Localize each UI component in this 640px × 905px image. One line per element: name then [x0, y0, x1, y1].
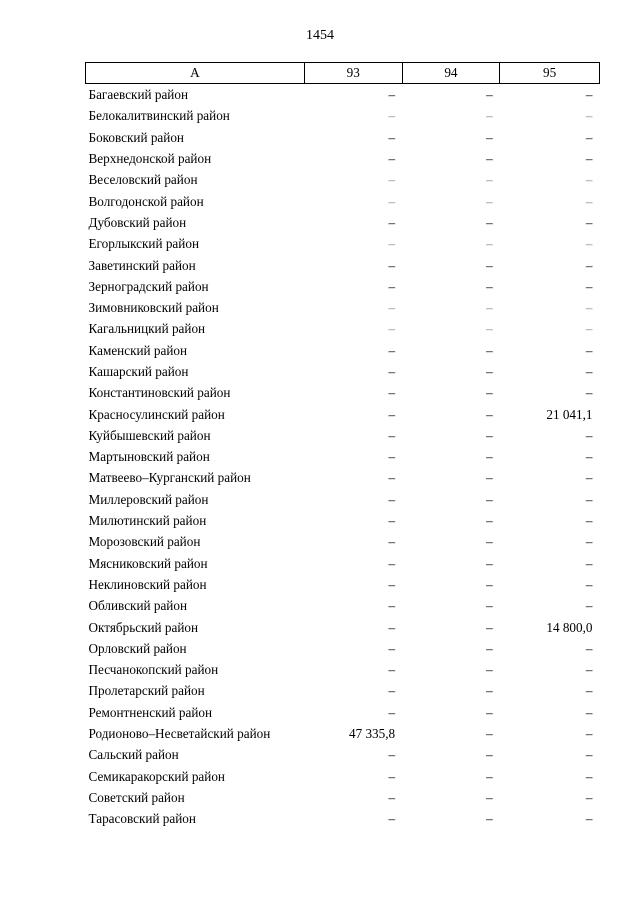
value-95-cell: –: [585, 129, 593, 145]
value-94-cell: –: [486, 427, 493, 443]
table-row: [86, 766, 600, 787]
table-row: [86, 723, 600, 744]
district-name-cell: Обливский район: [88, 598, 188, 614]
value-95-cell: –: [585, 364, 593, 379]
value-95-cell: –: [585, 385, 593, 401]
value-95-cell: –: [585, 470, 593, 486]
table-row: [86, 510, 600, 531]
table-row: [86, 446, 600, 467]
district-name-cell: Волгодонской район: [88, 193, 204, 209]
table-row: [86, 489, 600, 510]
value-94-cell: –: [486, 342, 493, 358]
value-94-cell: –: [486, 257, 493, 273]
table-row: [86, 531, 600, 552]
value-93-cell: –: [388, 257, 396, 273]
value-93-cell: –: [388, 449, 396, 465]
value-94-cell: –: [486, 683, 493, 699]
district-name-cell: Зерноградский район: [88, 278, 209, 294]
column-header-a: А: [86, 63, 305, 84]
column-header-94: 94: [402, 63, 500, 84]
value-95-cell: –: [585, 683, 593, 699]
table-row: [86, 276, 600, 297]
value-94-cell: –: [486, 747, 493, 763]
district-name-cell: Багаевский район: [88, 87, 189, 103]
value-94-cell: –: [486, 576, 493, 592]
value-93-cell: –: [388, 789, 396, 805]
district-name-cell: Куйбышевский район: [88, 427, 211, 443]
value-95-cell: –: [585, 449, 593, 465]
table-row: [86, 212, 600, 233]
value-93-cell: –: [388, 172, 396, 188]
district-name-cell: Веселовский район: [88, 172, 198, 188]
district-name-cell: Советский район: [88, 789, 185, 805]
district-name-cell: Родионово–Несветайский район: [88, 726, 271, 742]
value-93-cell: –: [388, 364, 396, 379]
value-95-cell: –: [585, 491, 593, 507]
value-93-cell: –: [388, 555, 396, 571]
value-93-cell: –: [388, 108, 396, 124]
value-95-cell: –: [585, 534, 593, 550]
value-95-cell: –: [585, 726, 593, 742]
district-name-cell: Мясниковский район: [88, 555, 208, 571]
table-row: [86, 787, 600, 808]
district-name-cell: Тарасовский район: [88, 811, 196, 827]
district-name-cell: Ремонтненский район: [88, 704, 213, 720]
value-95-cell: –: [585, 640, 593, 656]
value-93-cell: –: [388, 300, 396, 316]
table-row: [86, 361, 600, 382]
district-name-cell: Верхнедонской район: [88, 151, 212, 167]
value-95-cell: –: [585, 108, 593, 124]
value-94-cell: –: [486, 193, 493, 209]
value-93-cell: –: [388, 427, 396, 443]
value-95-cell: –: [585, 427, 593, 443]
value-93-cell: –: [388, 768, 396, 784]
table-row: [86, 403, 600, 424]
district-name-cell: Семикаракорский район: [88, 768, 225, 784]
value-95-cell: –: [585, 236, 593, 252]
value-93-cell: –: [388, 470, 396, 486]
value-95-cell: –: [585, 278, 593, 294]
value-93-cell: –: [388, 619, 396, 635]
table-row: [86, 744, 600, 765]
district-table: [85, 62, 600, 829]
value-95-cell: 14 800,0: [546, 619, 593, 635]
value-94-cell: –: [486, 768, 493, 784]
table-row: [86, 680, 600, 701]
table-row: [86, 659, 600, 680]
district-name-cell: Егорлыкский район: [88, 236, 199, 252]
column-header-93: 93: [304, 63, 402, 84]
value-94-cell: –: [486, 704, 493, 720]
value-95-cell: –: [585, 172, 593, 188]
district-name-cell: Боковский район: [88, 129, 184, 145]
value-93-cell: 47 335,8: [348, 726, 396, 742]
district-name-cell: Миллеровский район: [88, 491, 209, 507]
district-name-cell: Октябрьский район: [88, 619, 199, 635]
table-row: [86, 148, 600, 169]
value-94-cell: –: [486, 278, 493, 294]
value-93-cell: –: [388, 576, 396, 592]
district-name-cell: Неклиновский район: [88, 576, 207, 592]
value-94-cell: –: [486, 151, 493, 167]
district-name-cell: Мартыновский район: [88, 449, 210, 465]
value-95-cell: –: [585, 257, 593, 273]
table-row: [86, 702, 600, 723]
table-body: [86, 84, 600, 830]
district-name-cell: Кагальницкий район: [88, 321, 206, 337]
value-95-cell: –: [585, 513, 593, 529]
value-93-cell: –: [388, 704, 396, 720]
value-93-cell: –: [388, 534, 396, 550]
value-94-cell: –: [486, 321, 493, 337]
value-93-cell: –: [388, 214, 396, 230]
value-94-cell: –: [486, 640, 493, 656]
value-93-cell: –: [388, 640, 396, 656]
value-93-cell: –: [388, 662, 396, 678]
district-name-cell: Сальский район: [88, 747, 179, 763]
table-header: [86, 63, 600, 84]
district-name-cell: Милютинский район: [88, 513, 207, 529]
value-95-cell: –: [585, 321, 593, 337]
district-name-cell: Красносулинский район: [88, 406, 225, 422]
table-row: [86, 574, 600, 595]
value-95-cell: –: [585, 300, 593, 316]
table-row: [86, 340, 600, 361]
table-row: [86, 84, 600, 106]
value-94-cell: –: [486, 449, 493, 465]
value-93-cell: –: [388, 151, 396, 167]
value-93-cell: –: [388, 87, 396, 103]
value-94-cell: –: [486, 491, 493, 507]
table-row: [86, 616, 600, 637]
value-93-cell: –: [388, 342, 396, 358]
value-94-cell: –: [486, 300, 493, 316]
district-name-cell: Морозовский район: [88, 534, 201, 550]
value-93-cell: –: [388, 385, 396, 401]
page-number: 1454: [306, 28, 334, 43]
value-94-cell: –: [486, 726, 493, 742]
value-95-cell: –: [585, 598, 593, 614]
value-95-cell: –: [585, 576, 593, 592]
value-94-cell: –: [486, 129, 493, 145]
value-94-cell: –: [486, 470, 493, 486]
value-95-cell: –: [585, 789, 593, 805]
value-94-cell: –: [486, 406, 493, 422]
value-94-cell: –: [486, 172, 493, 188]
district-name-cell: Каменский район: [88, 342, 188, 358]
value-95-cell: –: [585, 342, 593, 358]
value-94-cell: –: [486, 108, 493, 124]
value-94-cell: –: [486, 662, 493, 678]
value-95-cell: –: [585, 87, 593, 103]
value-95-cell: –: [585, 704, 593, 720]
table-row: [86, 638, 600, 659]
table-row: [86, 297, 600, 318]
table-row: [86, 254, 600, 275]
value-94-cell: –: [486, 236, 493, 252]
value-94-cell: –: [486, 87, 493, 103]
value-95-cell: –: [585, 214, 593, 230]
value-95-cell: –: [585, 811, 593, 827]
value-93-cell: –: [388, 406, 396, 422]
value-94-cell: –: [486, 534, 493, 550]
value-95-cell: –: [585, 747, 593, 763]
value-94-cell: –: [486, 811, 493, 827]
value-93-cell: –: [388, 129, 396, 145]
table-row: [86, 169, 600, 190]
value-94-cell: –: [486, 789, 493, 805]
value-93-cell: –: [388, 321, 396, 337]
district-name-cell: Песчанокопский район: [88, 662, 219, 678]
table-row: [86, 595, 600, 616]
value-94-cell: –: [486, 598, 493, 614]
value-95-cell: –: [585, 662, 593, 678]
value-94-cell: –: [486, 619, 493, 635]
value-94-cell: –: [486, 214, 493, 230]
value-93-cell: –: [388, 811, 396, 827]
header-row: [86, 63, 600, 84]
table-row: [86, 190, 600, 211]
value-95-cell: –: [585, 768, 593, 784]
table-row: [86, 318, 600, 339]
table-row: [86, 233, 600, 254]
table-row: [86, 127, 600, 148]
value-94-cell: –: [486, 364, 493, 379]
value-94-cell: –: [486, 555, 493, 571]
column-header-95: 95: [500, 63, 600, 84]
district-name-cell: Дубовский район: [88, 214, 187, 230]
value-93-cell: –: [388, 598, 396, 614]
value-93-cell: –: [388, 491, 396, 507]
table-row: [86, 808, 600, 829]
table-row: [86, 425, 600, 446]
value-95-cell: –: [585, 151, 593, 167]
table-row: [86, 553, 600, 574]
district-name-cell: Константиновский район: [88, 385, 231, 401]
value-95-cell: –: [585, 193, 593, 209]
value-93-cell: –: [388, 747, 396, 763]
value-94-cell: –: [486, 385, 493, 401]
value-93-cell: –: [388, 236, 396, 252]
value-93-cell: –: [388, 513, 396, 529]
table-row: [86, 382, 600, 403]
value-93-cell: –: [388, 683, 396, 699]
value-95-cell: 21 041,1: [546, 406, 593, 422]
table-row: [86, 467, 600, 488]
district-name-cell: Кашарский район: [88, 364, 189, 379]
district-name-cell: Заветинский район: [88, 257, 196, 273]
district-name-cell: Пролетарский район: [88, 683, 205, 699]
district-name-cell: Зимовниковский район: [88, 300, 219, 316]
value-93-cell: –: [388, 193, 396, 209]
district-name-cell: Матвеево–Курганский район: [88, 470, 251, 486]
district-name-cell: Орловский район: [88, 640, 187, 656]
table-row: [86, 105, 600, 126]
value-93-cell: –: [388, 278, 396, 294]
district-name-cell: Белокалитвинский район: [88, 108, 230, 124]
value-94-cell: –: [486, 513, 493, 529]
value-95-cell: –: [585, 555, 593, 571]
